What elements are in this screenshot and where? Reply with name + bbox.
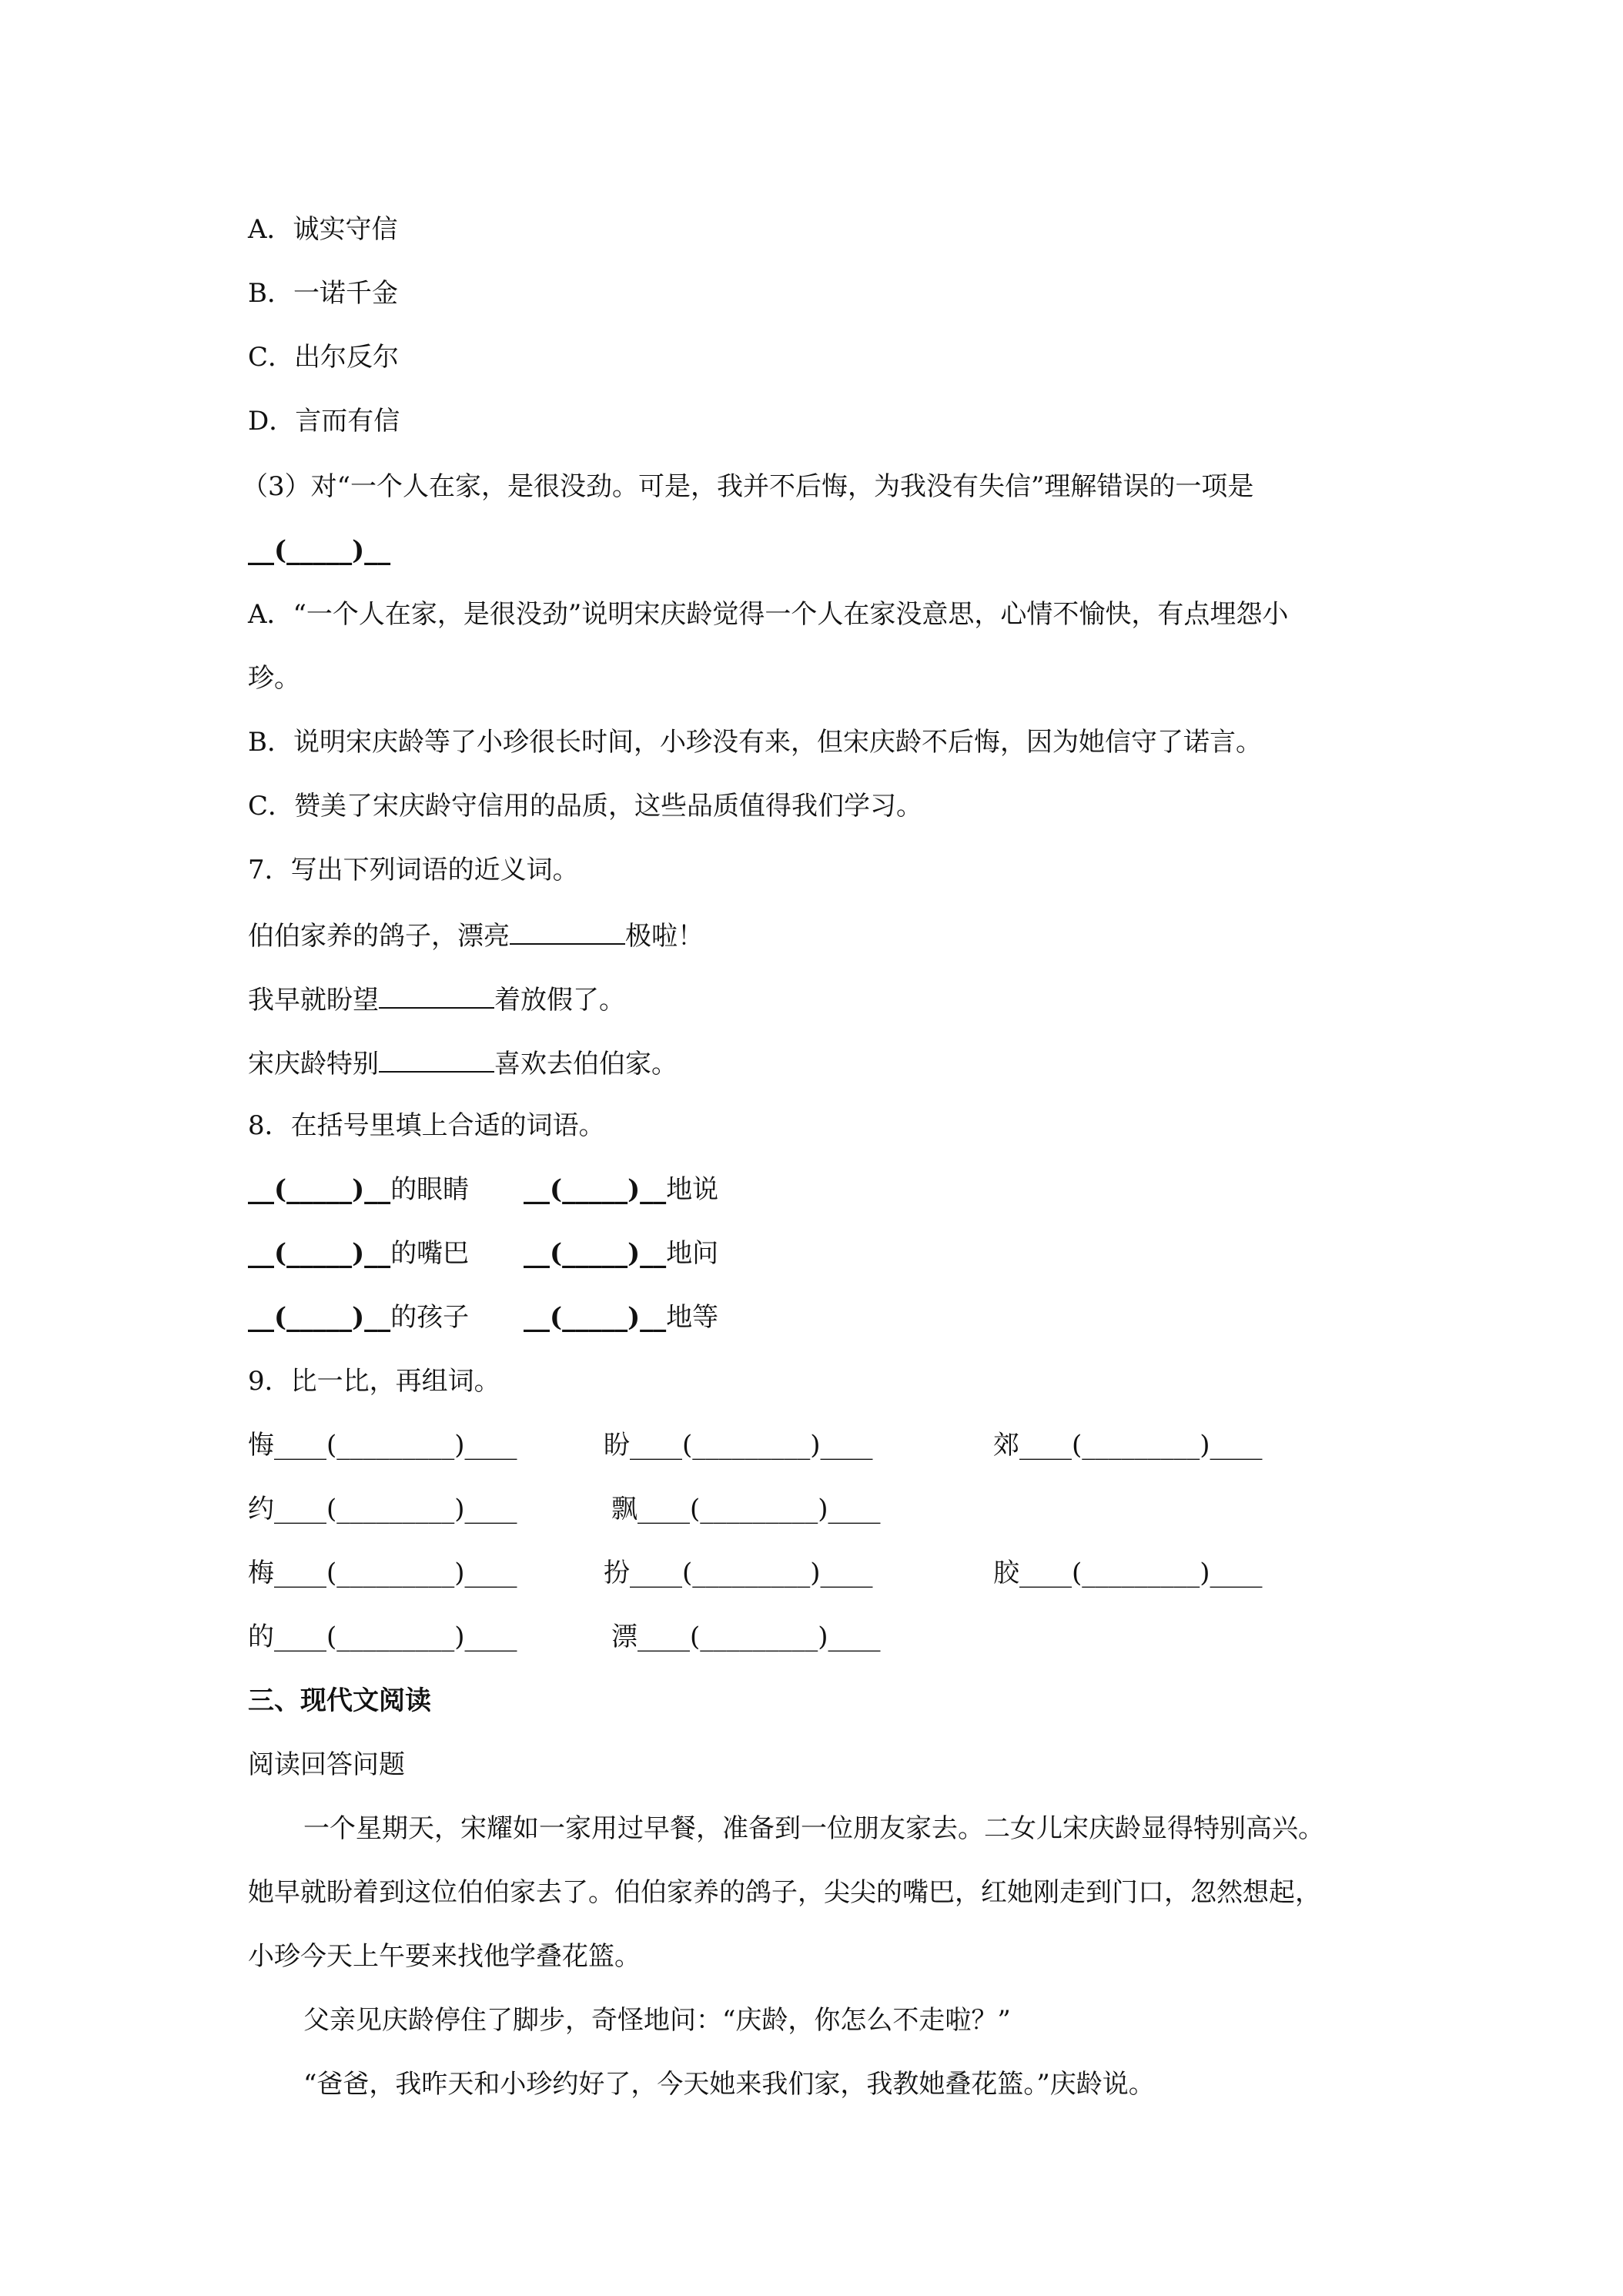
question-8-row-2	[248, 1237, 719, 1270]
question-7-item-3	[248, 1045, 678, 1081]
passage-p1-line3: 小珍今天上午要来找他学叠花篮。	[248, 1941, 641, 1972]
question-8-row-3	[248, 1300, 719, 1334]
section-subheading: 阅读回答问题	[248, 1749, 405, 1780]
q7-item-3-blank[interactable]	[379, 1045, 494, 1073]
q9-blank[interactable]: ____(_________)____	[630, 1430, 873, 1461]
passage-p2: 父亲见庆龄停住了脚步，奇怪地问：“庆龄，你怎么不走啦？”	[303, 2005, 1011, 2036]
question-9-row-4	[248, 1620, 881, 1654]
question-3-stem: （3）对“一个人在家，是很没劲。可是，我并不后悔，为我没有失信”理解错误的一项是	[242, 471, 1254, 502]
question-3-option-b: B．说明宋庆龄等了小珍很长时间，小珍没有来，但宋庆龄不后悔，因为她信守了诺言。	[248, 727, 1262, 758]
q9-blank[interactable]: ____(_________)____	[274, 1622, 517, 1652]
q9-blank[interactable]: ____(_________)____	[274, 1494, 517, 1525]
q9-blank[interactable]: ____(_________)____	[274, 1558, 517, 1588]
q9-char: 的	[248, 1622, 274, 1652]
q9-blank[interactable]: ____(_________)____	[274, 1430, 517, 1461]
question-9-title: 9．比一比，再组词。	[248, 1366, 500, 1397]
passage-p1-line2: 她早就盼着到这位伯伯家去了。伯伯家养的鸽子，尖尖的嘴巴，红她刚走到门口，忽然想起，	[248, 1877, 1321, 1908]
q7-item-1-after: 极啦！	[625, 921, 704, 952]
q9-char: 扮	[604, 1558, 630, 1588]
q7-item-3-after: 喜欢去伯伯家。	[494, 1049, 678, 1079]
q8-blank[interactable]: __(_____)__	[524, 1174, 667, 1205]
q9-char: 梅	[248, 1558, 274, 1588]
q9-char: 飘	[611, 1494, 637, 1525]
q9-char: 漂	[611, 1622, 637, 1652]
q8-row-1-left: 的眼睛	[390, 1174, 470, 1205]
q9-char: 郊	[993, 1430, 1019, 1461]
question-9-row-3	[248, 1556, 1263, 1590]
q9-blank[interactable]: ____(_________)____	[1019, 1558, 1263, 1588]
q9-blank[interactable]: ____(_________)____	[630, 1558, 873, 1588]
q8-row-1-right: 地说	[666, 1174, 719, 1205]
question-7-item-2	[248, 981, 625, 1017]
q8-row-3-left: 的孩子	[390, 1302, 470, 1333]
q7-item-2-before: 我早就盼望	[248, 985, 379, 1016]
question-3-option-c: C．赞美了宋庆龄守信用的品质，这些品质值得我们学习。	[248, 791, 923, 822]
q8-row-2-right: 地问	[666, 1238, 719, 1269]
q9-blank[interactable]: ____(_________)____	[1019, 1430, 1263, 1461]
question-9-row-1	[248, 1428, 1263, 1462]
q8-row-2-left: 的嘴巴	[390, 1238, 470, 1269]
q7-item-1-before: 伯伯家养的鸽子，漂亮	[248, 921, 510, 952]
question-7-title: 7．写出下列词语的近义词。	[248, 855, 579, 885]
q7-item-2-blank[interactable]	[379, 981, 494, 1009]
q9-char: 悔	[248, 1430, 274, 1461]
question-8-title: 8．在括号里填上合适的词语。	[248, 1110, 605, 1141]
q9-char: 胶	[993, 1558, 1019, 1588]
q8-blank[interactable]: __(_____)__	[248, 1238, 391, 1269]
option-d: D．言而有信	[248, 406, 400, 437]
passage-p3: “爸爸，我昨天和小珍约好了，今天她来我们家，我教她叠花篮。”庆龄说。	[303, 2069, 1155, 2100]
question-3-option-a-cont: 珍。	[248, 663, 300, 694]
option-a: A．诚实守信	[248, 214, 398, 245]
q8-blank[interactable]: __(_____)__	[524, 1302, 667, 1333]
option-c: C．出尔反尔	[248, 342, 400, 373]
question-3-option-a: A．“一个人在家，是很没劲”说明宋庆龄觉得一个人在家没意思，心情不愉快，有点埋怨小	[248, 599, 1289, 630]
q9-char: 盼	[604, 1430, 630, 1461]
q7-item-2-after: 着放假了。	[494, 985, 625, 1016]
q9-blank[interactable]: ____(_________)____	[637, 1622, 881, 1652]
q8-blank[interactable]: __(_____)__	[524, 1238, 667, 1269]
option-b: B．一诺千金	[248, 278, 398, 309]
q8-blank[interactable]: __(_____)__	[248, 1302, 391, 1333]
question-8-row-1	[248, 1173, 719, 1207]
passage-p1-line1: 一个星期天，宋耀如一家用过早餐，准备到一位朋友家去。二女儿宋庆龄显得特别高兴。	[303, 1813, 1324, 1844]
q7-item-1-blank[interactable]	[510, 917, 625, 945]
q9-blank[interactable]: ____(_________)____	[637, 1494, 881, 1525]
q7-item-3-before: 宋庆龄特别	[248, 1049, 379, 1079]
q9-char: 约	[248, 1494, 274, 1525]
question-3-answer-blank: __(_____)__	[248, 535, 391, 566]
q8-blank[interactable]: __(_____)__	[248, 1174, 391, 1205]
question-9-row-2	[248, 1492, 881, 1526]
question-7-item-1	[248, 917, 704, 953]
section-heading: 三、现代文阅读	[248, 1685, 431, 1716]
q8-row-3-right: 地等	[666, 1302, 719, 1333]
